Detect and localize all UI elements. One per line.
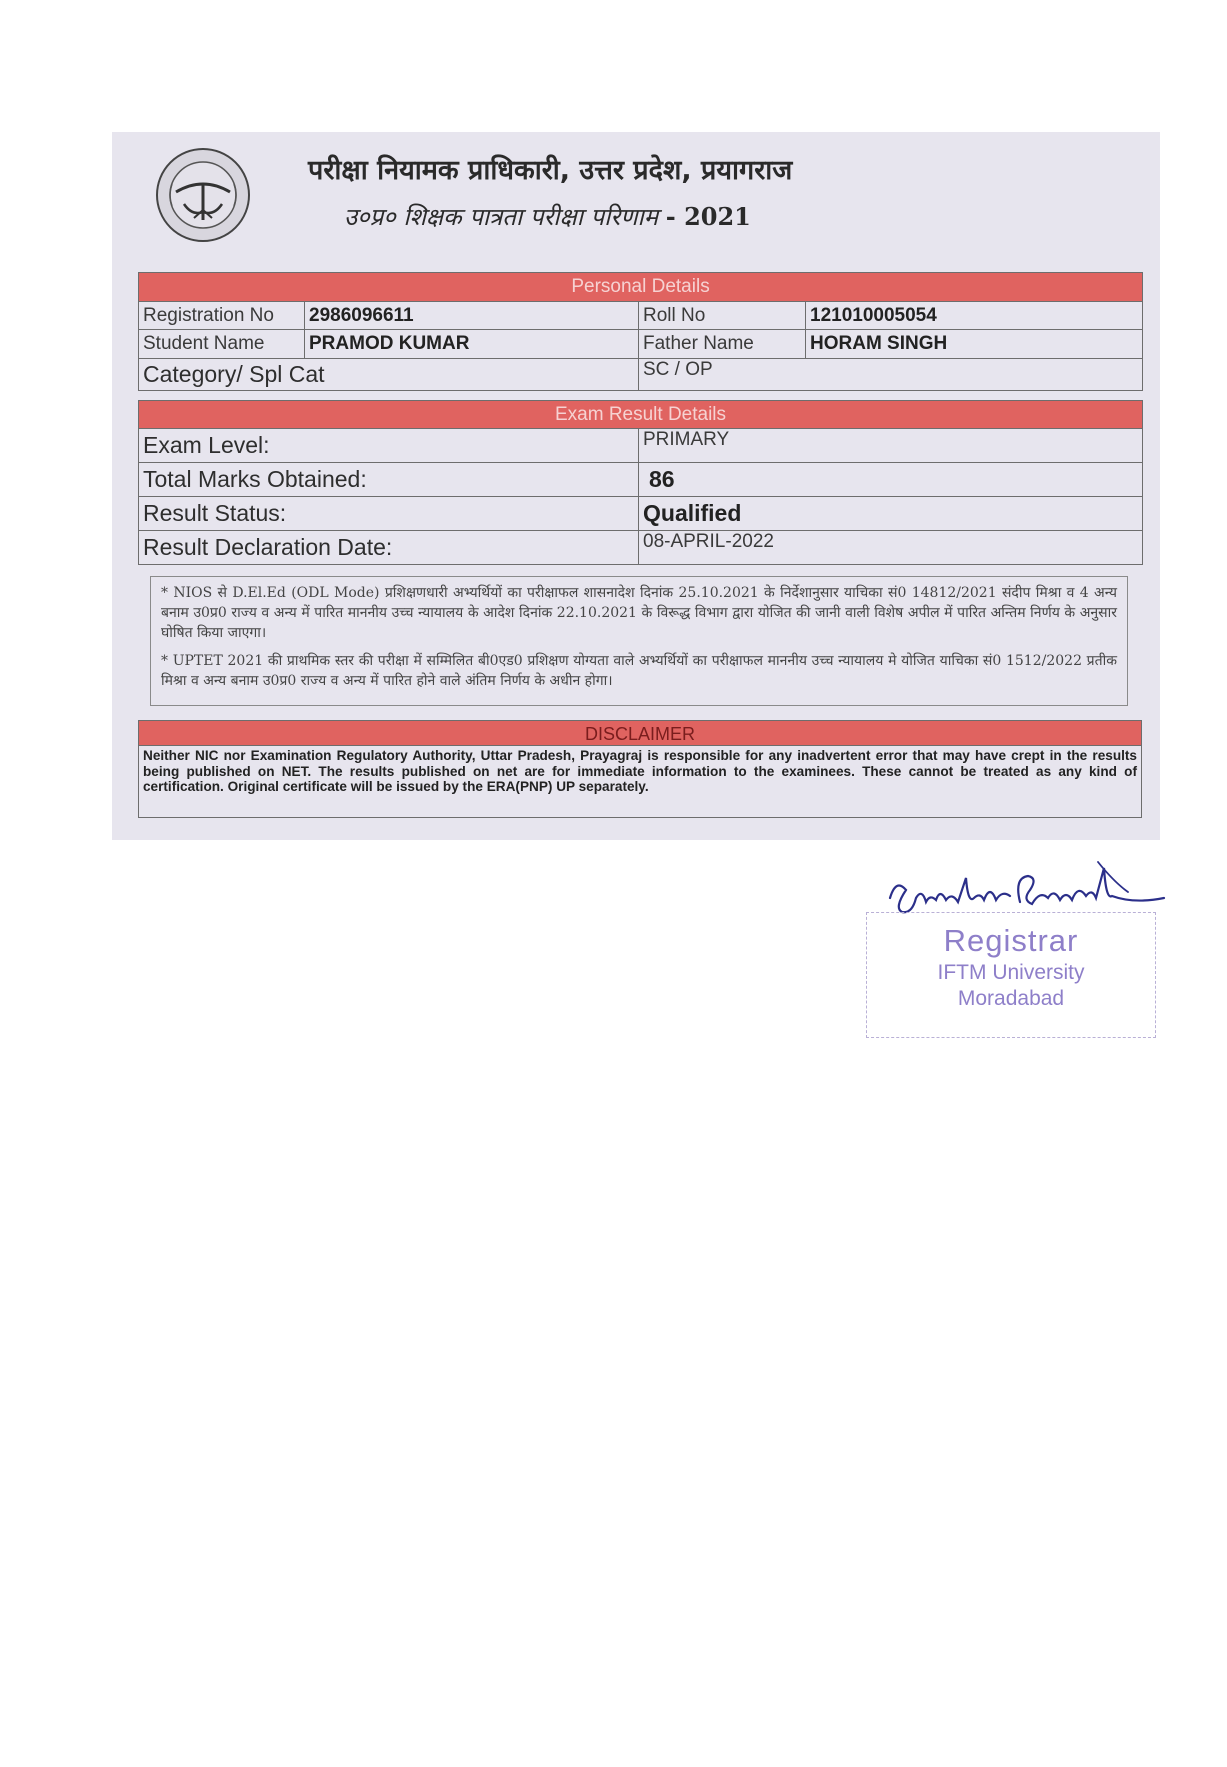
subtitle-text: उ०प्र० शिक्षक पात्रता परीक्षा परिणाम: [344, 203, 659, 231]
disclaimer-text: Neither NIC nor Examination Regulatory Authority, Uttar Pradesh, Prayagraj is responsible for any inadvertent error that may have crept in the results being published on NET. The results published on net are for immediate information to the examinees. These cannot be treated as any kind of certification. Original certificate will be issued by the ERA(PNP) UP separately.: [138, 746, 1142, 818]
exam-result-header: Exam Result Details: [139, 401, 1143, 429]
student-name-value: PRAMOD KUMAR: [305, 330, 639, 359]
up-government-emblem: [154, 146, 252, 244]
result-status-label: Result Status:: [139, 497, 639, 531]
roll-label: Roll No: [639, 302, 806, 330]
exam-result-table: [138, 400, 1143, 565]
personal-details-header: Personal Details: [139, 273, 1143, 302]
exam-result-subtitle: [344, 200, 964, 233]
personal-details-table: [138, 272, 1143, 391]
exam-level-label: Exam Level:: [139, 429, 639, 463]
subtitle-year: - 2021: [665, 202, 751, 231]
authority-title: परीक्षा नियामक प्राधिकारी, उत्तर प्रदेश, प्रयागराज: [308, 155, 793, 186]
father-name-value: HORAM SINGH: [806, 330, 1143, 359]
declaration-date-value: 08-APRIL-2022: [639, 531, 1143, 565]
roll-value: 121010005054: [806, 302, 1143, 330]
student-name-label: Student Name: [139, 330, 305, 359]
category-value: SC / OP: [639, 359, 1143, 391]
result-card: [112, 132, 1160, 840]
note-nios: * NIOS से D.El.Ed (ODL Mode) प्रशिक्षणधारी अभ्यर्थियों का परीक्षाफल शासनादेश दिनांक 25.10.2021 के निर्देशानुसार याचिका सं0 14812/2021 संदीप मिश्रा व 4 अन्य बनाम उ0प्र0 राज्य व अन्य में पारित माननीय उच्च न्यायालय के आदेश दिनांक 22.10.2021 के विरूद्ध विभाग द्वारा योजित की जानी वाली विशेष अपील में पारित अन्तिम निर्णय के अनुसार घोषित किया जाएगा।: [161, 585, 1117, 641]
notes-box: [150, 576, 1128, 706]
stamp-registrar: Registrar: [943, 923, 1079, 958]
result-status-value: Qualified: [639, 497, 1143, 531]
father-name-label: Father Name: [639, 330, 806, 359]
registrar-stamp: [866, 912, 1156, 1038]
disclaimer-header: DISCLAIMER: [138, 720, 1142, 746]
stamp-university: IFTM University: [937, 961, 1085, 984]
declaration-date-label: Result Declaration Date:: [139, 531, 639, 565]
note-uptet: * UPTET 2021 की प्राथमिक स्तर की परीक्षा में सम्मिलित बी0एड0 प्रशिक्षण योग्यता वाले अभ्यर्थियों का परीक्षाफल माननीय उच्च न्यायालय मे योजित याचिका सं0 1512/2022 प्रतीक मिश्रा व अन्य बनाम उ0प्र0 राज्य व अन्य में पारित होने वाले अंतिम निर्णय के अधीन होगा।: [161, 653, 1117, 689]
stamp-city: Moradabad: [957, 987, 1065, 1010]
registration-value: 2986096611: [305, 302, 639, 330]
registration-label: Registration No: [139, 302, 305, 330]
total-marks-label: Total Marks Obtained:: [139, 463, 639, 497]
total-marks-value: 86: [639, 463, 1143, 497]
category-label: Category/ Spl Cat: [139, 359, 639, 391]
exam-level-value: PRIMARY: [639, 429, 1143, 463]
